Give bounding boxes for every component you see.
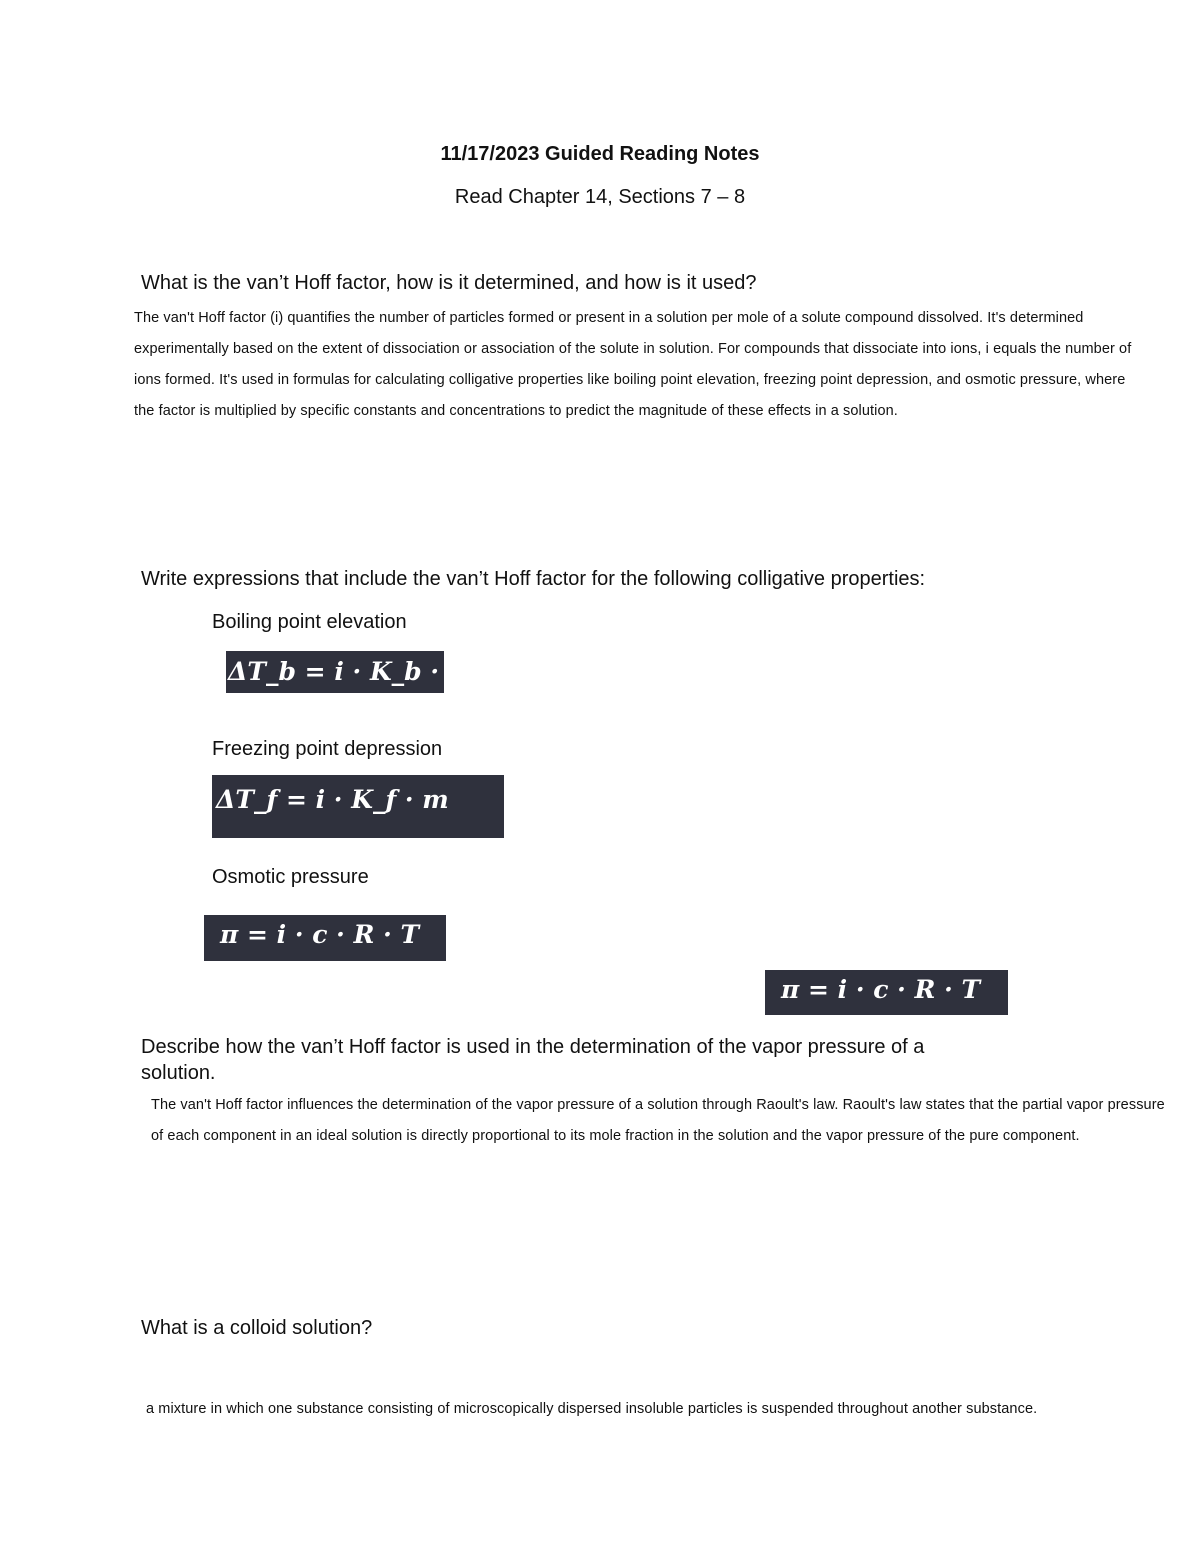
answer-vant-hoff-factor: The van't Hoff factor (i) quantifies the number of particles formed or present in a solution per mole of a solute compound dissolved. It's determined experimentally based on the extent of dissociation or association of the solute in solution. For compounds that dissociate into ions, i equals the number of ions formed. It's used in formulas for calculating colligative properties like boiling point elevation, freezing point depression, and osmotic pressure, where the factor is multiplied by specific constants and concentrations to predict the magnitude of these effects in a solution. bbox=[134, 310, 1132, 419]
question-vant-hoff-factor: What is the van’t Hoff factor, how is it determined, and how is it used? bbox=[141, 272, 757, 294]
formula-osmotic-pressure-text: π = i · c · R · T bbox=[220, 920, 420, 949]
answer-colloid-solution: a mixture in which one substance consisting of microscopically dispersed insoluble particles is suspended throughout another substance. bbox=[146, 1401, 1038, 1417]
formula-boiling-point bbox=[226, 651, 475, 693]
question-vapor-pressure-line1: Describe how the van’t Hoff factor is used in the determination of the vapor pressure of a bbox=[141, 1036, 925, 1058]
formula-osmotic-pressure bbox=[202, 913, 448, 963]
question-colligative-expressions: Write expressions that include the van’t Hoff factor for the following colligative properties: bbox=[141, 568, 926, 590]
formula-osmotic-pressure-duplicate-text: π = i · c · R · T bbox=[781, 975, 981, 1004]
answer-vapor-pressure: The van't Hoff factor influences the determination of the vapor pressure of a solution through Raoult's law. Raoult's law states that the partial vapor pressure of each component in an ideal solution is directly proportional to its mole fraction in the solution and the vapor pressure of the pure component. bbox=[151, 1097, 1165, 1144]
label-osmotic-pressure: Osmotic pressure bbox=[212, 866, 369, 888]
label-freezing-point-depression: Freezing point depression bbox=[212, 738, 443, 760]
label-boiling-point-elevation: Boiling point elevation bbox=[212, 611, 407, 633]
formula-freezing-point bbox=[212, 775, 504, 838]
page-subtitle: Read Chapter 14, Sections 7 – 8 bbox=[454, 186, 746, 208]
question-colloid-solution: What is a colloid solution? bbox=[141, 1317, 373, 1339]
formula-osmotic-pressure-duplicate bbox=[763, 968, 1010, 1017]
formula-boiling-point-text: ΔT_b = i · K_b · m bbox=[228, 657, 475, 686]
question-vapor-pressure-line2: solution. bbox=[141, 1062, 216, 1084]
formula-freezing-point-text: ΔT_f = i · K_f · m bbox=[216, 785, 449, 814]
page-title: 11/17/2023 Guided Reading Notes bbox=[440, 143, 760, 165]
